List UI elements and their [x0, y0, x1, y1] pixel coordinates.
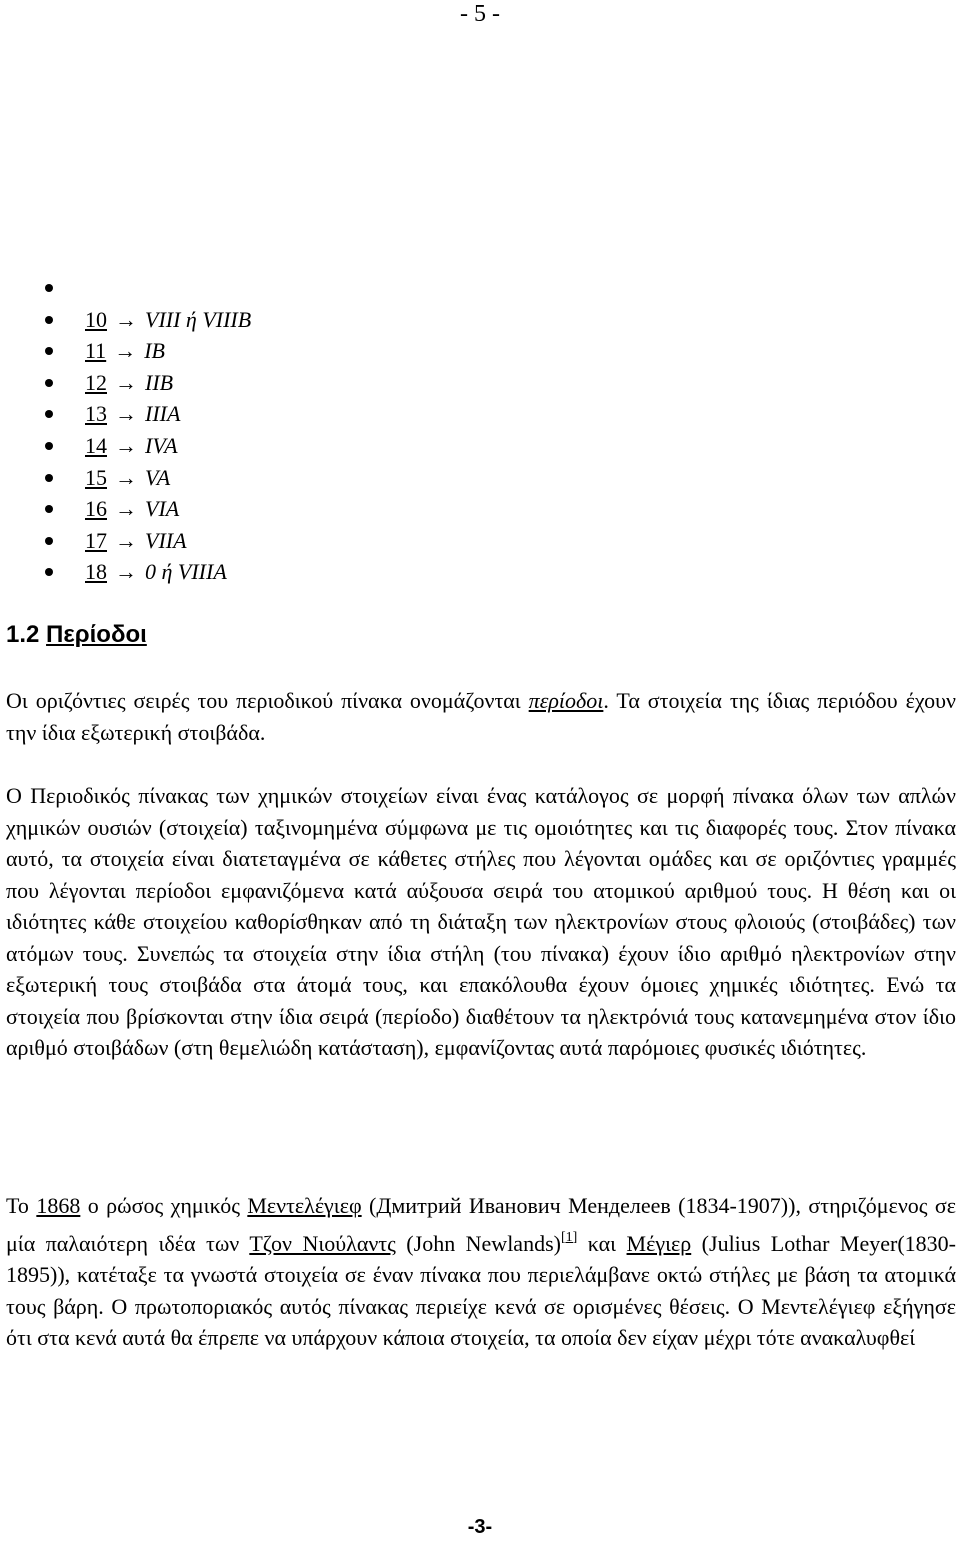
bullet-icon: [45, 379, 53, 387]
group-number-link[interactable]: 13: [85, 401, 107, 427]
bullet-icon: [45, 284, 53, 292]
list-item: [45, 367, 251, 399]
group-roman: VIII ή VIIIB: [145, 306, 252, 332]
bullet-icon: [45, 410, 53, 418]
list-item: [45, 335, 251, 367]
bullet-icon: [45, 474, 53, 482]
text-run: και: [577, 1230, 627, 1256]
group-number-link[interactable]: 15: [85, 464, 107, 490]
bullet-icon: [45, 568, 53, 576]
newlands-link[interactable]: Τζον Νιούλαντς: [249, 1230, 396, 1256]
list-item: [45, 272, 251, 304]
text-run: . Τα στοιχεία της ίδιας περιόδου έχουν την ίδια εξωτερική στοιβάδα.: [6, 688, 956, 745]
group-roman: IIB: [145, 369, 174, 395]
group-roman: 0 ή VIIIA: [145, 559, 227, 585]
arrow-icon: →: [115, 432, 137, 458]
group-roman: IB: [144, 338, 165, 364]
bullet-icon: [45, 316, 53, 324]
paragraph-history: [6, 1190, 956, 1354]
list-item: [45, 430, 251, 462]
term-periodoi-link[interactable]: περίοδοι: [528, 688, 604, 713]
reference-1-link[interactable]: [1]: [560, 1229, 578, 1245]
text-run: Οι οριζόντιες σειρές του περιοδικού πίνακα ονομάζονται: [6, 688, 529, 713]
group-list: [45, 272, 251, 588]
bullet-icon: [45, 505, 53, 513]
arrow-icon: →: [115, 559, 137, 585]
group-number-link[interactable]: 11: [85, 338, 107, 364]
arrow-icon: →: [115, 306, 137, 332]
group-number-link[interactable]: 12: [85, 369, 107, 395]
list-item: [45, 398, 251, 430]
arrow-icon: →: [115, 496, 137, 522]
group-roman: IIIA: [145, 401, 181, 427]
text-run: (Дмитрий Иванович Менделеев (1834-1907)), στηριζόμενος σε μία παλαιότερη ιδέα των: [6, 1193, 956, 1256]
text-run: (John Newlands): [395, 1230, 561, 1256]
list-item: [45, 462, 251, 494]
bullet-icon: [45, 537, 53, 545]
section-title-link[interactable]: Περίοδοι: [46, 621, 147, 648]
text-run: Το: [6, 1193, 37, 1218]
list-item: [45, 493, 251, 525]
bullet-icon: [45, 442, 53, 450]
list-item: [45, 304, 251, 336]
arrow-icon: →: [115, 369, 137, 395]
text-run: ο ρώσος χημικός: [80, 1193, 248, 1218]
group-number-link[interactable]: 10: [85, 306, 107, 332]
group-number-link[interactable]: 16: [85, 496, 107, 522]
arrow-icon: →: [115, 464, 137, 490]
page-number-bottom: -3-: [467, 1516, 493, 1538]
group-number-link[interactable]: 14: [85, 432, 107, 458]
paragraph-periodic-table: [6, 780, 956, 1064]
group-roman: VA: [145, 464, 171, 490]
group-roman: VIIA: [145, 527, 187, 553]
group-roman: IVA: [145, 432, 178, 458]
bullet-icon: [45, 347, 53, 355]
section-heading: [6, 615, 147, 655]
year-1868-link[interactable]: 1868: [36, 1193, 81, 1218]
arrow-icon: →: [114, 338, 137, 364]
arrow-icon: →: [115, 527, 137, 553]
paragraph-periods-intro: [6, 685, 956, 748]
group-number-link[interactable]: 17: [85, 527, 107, 553]
group-number-link[interactable]: 18: [85, 559, 107, 585]
page-number-top: - 5 -: [460, 1, 500, 27]
arrow-icon: →: [115, 401, 137, 427]
meyer-link[interactable]: Μέγιερ: [626, 1230, 692, 1256]
text-run: Ο Περιοδικός πίνακας των χημικών στοιχείων είναι ένας κατάλογος σε μορφή πίνακα όλων των απλών χημικών ουσιών (στοιχεία) ταξινομημένα σύμφωνα με τις ομοιότητες και τις διαφορές τους. Στον πίνακα αυτό, τα στοιχεία είναι διατεταγμένα σε κάθετες στήλες που λέγονται ομάδες και σε οριζόντιες γραμμές που λέγονται περίοδοι εμφανιζόμενα κατά αύξουσα σειρά του ατομικού αριθμού τους. Η θέση και οι ιδιότητες κάθε στοιχείου καθορίσθηκαν από τη διάταξη των ηλεκτρονίων στους φλοιούς (στοιβάδες) των ατόμων τους. Συνεπώς τα στοιχεία στην ίδια στήλη (του πίνακα) έχουν ίδιο αριθμό ηλεκτρονίων στην εξωτερική τους στοιβάδα στα άτομά τους, και επακόλουθα έχουν όμοιες χημικές ιδιότητες. Ενώ τα στοιχεία που βρίσκονται στην ίδια σειρά (περίοδο) διαθέτουν τα ηλεκτρόνιά τους κατανεμημένα στον ίδιο αριθμό στοιβάδων (στη θεμελιώδη κατάσταση), εμφανίζοντας αυτά παρόμοιες φυσικές ιδιότητες.: [6, 783, 956, 1060]
section-number: 1.2: [6, 621, 40, 648]
list-item: [45, 525, 251, 557]
group-roman: VIA: [145, 496, 180, 522]
list-item: [45, 556, 251, 588]
text-run: (Julius Lothar Meyer(1830-1895)), κατέταξε τα γνωστά στοιχεία σε έναν πίνακα που περιελάμβανε οκτώ στήλες με βάση τα ατομικά τους βάρη. Ο πρωτοποριακός αυτός πίνακας περιείχε κενά σε ορισμένες θέσεις. Ο Μεντελέγιεφ εξήγησε ότι στα κενά αυτά θα έπρεπε να υπάρχουν κάποια στοιχεία, τα οποία δεν είχαν μέχρι τότε ανακαλυφθεί: [6, 1230, 956, 1350]
mendeleev-link[interactable]: Μεντελέγιεφ: [247, 1193, 362, 1218]
